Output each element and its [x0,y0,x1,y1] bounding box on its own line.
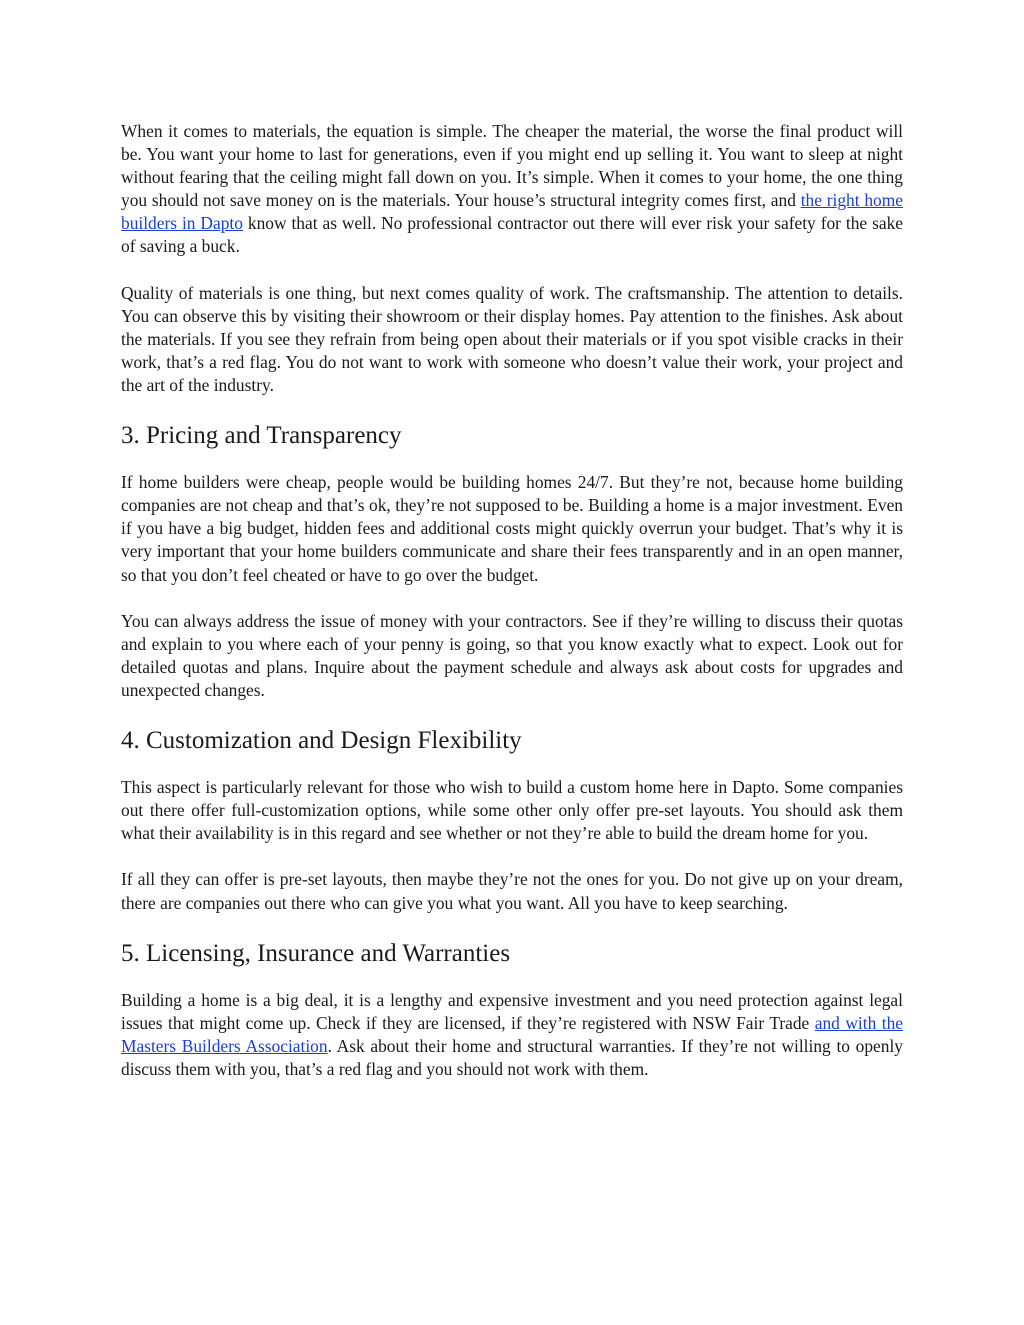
paragraph-pricing: If home builders were cheap, people would be building homes 24/7. But they’re not, because home building companies are not cheap and that’s ok, they’re not supposed to be. Building a home is a major investment. Even if you have a big budget, hidden fees and additional costs might quickly overrun your budget. That’s why it is very important that your home builders communicate and share their fees transparently and in an open manner, so that you don’t feel cheated or have to go over the budget. [121,472,903,585]
paragraph-licensing-text-2: . Ask about their home and structural warranties. If they’re not willing to openly discuss them with you, that’s a red flag and you should not work with them. [121,1035,904,1079]
heading-licensing: 5. Licensing, Insurance and Warranties [121,939,511,967]
home-builders-dapto-link[interactable]: the right home builders in Dapto [121,190,903,234]
paragraph-pre-set-layouts: If all they can offer is pre-set layouts, then maybe they’re not the ones for you. Do not give up on your dream, there are companies out there who can give you what you want. All you have to keep searching. [121,869,903,913]
paragraph-licensing-text-1: Building a home is a big deal, it is a lengthy and expensive investment and you need protection against legal issues that might come up. Check if they are licensed, if they’re registered with NSW Fair Trade [121,989,903,1033]
paragraph-customization: This aspect is particularly relevant for those who wish to build a custom home here in Dapto. Some companies out there offer full-customization options, while some other only offer pre-set layouts. You should ask them what their availability is in this regard and see whether or not they’re able to build the dream home for you. [121,777,903,844]
paragraph-materials-text-2: know that as well. No professional contractor out there will ever risk your safety for the sake of saving a buck. [121,213,903,257]
paragraph-materials-text-1: When it comes to materials, the equation is simple. The cheaper the material, the worse the final product will be. You want your home to last for generations, even if you might end up selling it. You want to sleep at night without fearing that the ceiling might fall down on you. It’s simple. When it comes to your home, the one thing you should not save money on is the materials. Your house’s structural integrity comes first, and [121,121,903,211]
paragraph-materials [121,120,903,259]
heading-pricing-transparency: 3. Pricing and Transparency [121,422,402,450]
paragraph-money: You can always address the issue of money with your contractors. See if they’re willing to discuss their quotas and explain to you where each of your penny is going, so that you know exactly what to expect. Look out for detailed quotas and plans. Inquire about the payment schedule and always ask about costs for upgrades and unexpected changes. [121,610,903,700]
paragraph-licensing [121,989,903,1081]
document-page [121,120,903,1081]
paragraph-quality-of-work: Quality of materials is one thing, but next comes quality of work. The craftsmanship. The attention to details. You can observe this by visiting their showroom or their display homes. Pay attention to the finishes. Ask about the materials. If you see they refrain from being open about their materials or if you spot visible cracks in their work, that’s a red flag. You do not want to work with someone who doesn’t value their work, your project and the art of the industry. [121,282,903,396]
masters-builders-association-link[interactable]: and with the Masters Builders Association [121,1012,903,1056]
heading-customization: 4. Customization and Design Flexibility [121,727,522,755]
